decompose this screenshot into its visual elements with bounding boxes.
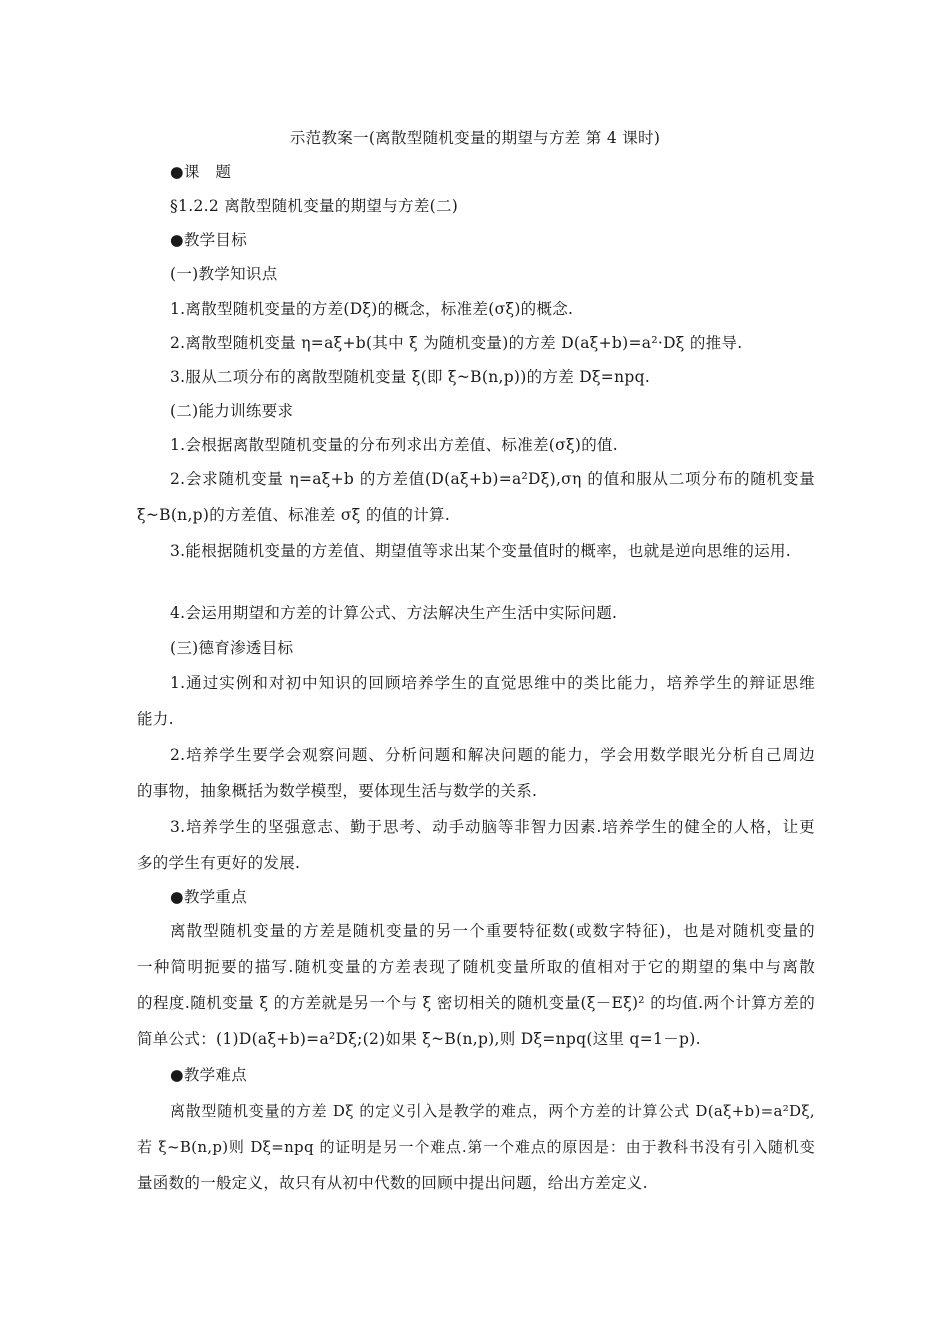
document-title: 示范教案一(离散型随机变量的期望与方差 第 4 课时) [289,129,661,147]
skill-item-2-line-2: ξ~B(n,p)的方差值、标准差 σξ 的值的计算. [137,506,451,524]
knowledge-item-1: 1.离散型随机变量的方差(Dξ)的概念，标准差(σξ)的概念. [170,300,574,318]
key-points-line-2: 一种简明扼要的描写.随机变量的方差表现了随机变量所取的值相对于它的期望的集中与离散 [137,958,815,976]
difficulties-line-2: 若 ξ~B(n,p)则 Dξ=npq 的证明是另一个难点.第一个难点的原因是：由于教科书没有引入随机变 [137,1138,815,1156]
heading-topic: ●课 题 [170,163,232,181]
moral-item-2-line-2: 的事物，抽象概括为数学模型，要体现生活与数学的关系. [137,782,538,800]
subheading-moral: (三)德育渗透目标 [170,639,294,657]
moral-item-2-line-1: 2.培养学生要学会观察问题、分析问题和解决问题的能力，学会用数学眼光分析自己周边 [170,746,815,764]
heading-key-points: ●教学重点 [170,888,248,906]
section-title: §1.2.2 离散型随机变量的期望与方差(二) [170,197,459,215]
difficulties-line-3: 量函数的一般定义，故只有从初中代数的回顾中提出问题，给出方差定义. [137,1174,648,1192]
skill-item-3: 3.能根据随机变量的方差值、期望值等求出某个变量值时的概率，也就是逆向思维的运用. [170,542,792,560]
heading-objectives: ●教学目标 [170,231,248,249]
knowledge-item-3: 3.服从二项分布的离散型随机变量 ξ(即 ξ~B(n,p))的方差 Dξ=npq. [170,368,651,386]
key-points-line-1: 离散型随机变量的方差是随机变量的另一个重要特征数(或数字特征)，也是对随机变量的 [170,922,815,940]
knowledge-item-2: 2.离散型随机变量 η=aξ+b(其中 ξ 为随机变量)的方差 D(aξ+b)=a²·Dξ 的推导. [170,334,743,352]
moral-item-1-line-2: 能力. [137,710,174,728]
skill-item-4: 4.会运用期望和方差的计算公式、方法解决生产生活中实际问题. [170,604,618,622]
difficulties-line-1: 离散型随机变量的方差 Dξ 的定义引入是教学的难点，两个方差的计算公式 D(aξ+b)=a²Dξ, [170,1102,815,1120]
moral-item-1-line-1: 1.通过实例和对初中知识的回顾培养学生的直觉思维中的类比能力，培养学生的辩证思维 [170,674,815,692]
subheading-knowledge: (一)教学知识点 [170,265,278,283]
key-points-line-4: 简单公式：(1)D(aξ+b)=a²Dξ;(2)如果 ξ~B(n,p),则 Dξ=npq(这里 q=1－p). [137,1030,701,1048]
skill-item-1: 1.会根据离散型随机变量的分布列求出方差值、标准差(σξ)的值. [170,436,619,454]
moral-item-3-line-1: 3.培养学生的坚强意志、勤于思考、动手动脑等非智力因素.培养学生的健全的人格，让更 [170,818,815,836]
key-points-line-3: 的程度.随机变量 ξ 的方差就是另一个与 ξ 密切相关的随机变量(ξ－Eξ)² 的均值.两个计算方差的 [137,994,815,1012]
skill-item-2-line-1: 2.会求随机变量 η=aξ+b 的方差值(D(aξ+b)=a²Dξ),ση 的值和服从二项分布的随机变量 [170,470,815,488]
heading-difficulties: ●教学难点 [170,1066,248,1084]
moral-item-3-line-2: 多的学生有更好的发展. [137,854,301,872]
subheading-skills: (二)能力训练要求 [170,402,294,420]
